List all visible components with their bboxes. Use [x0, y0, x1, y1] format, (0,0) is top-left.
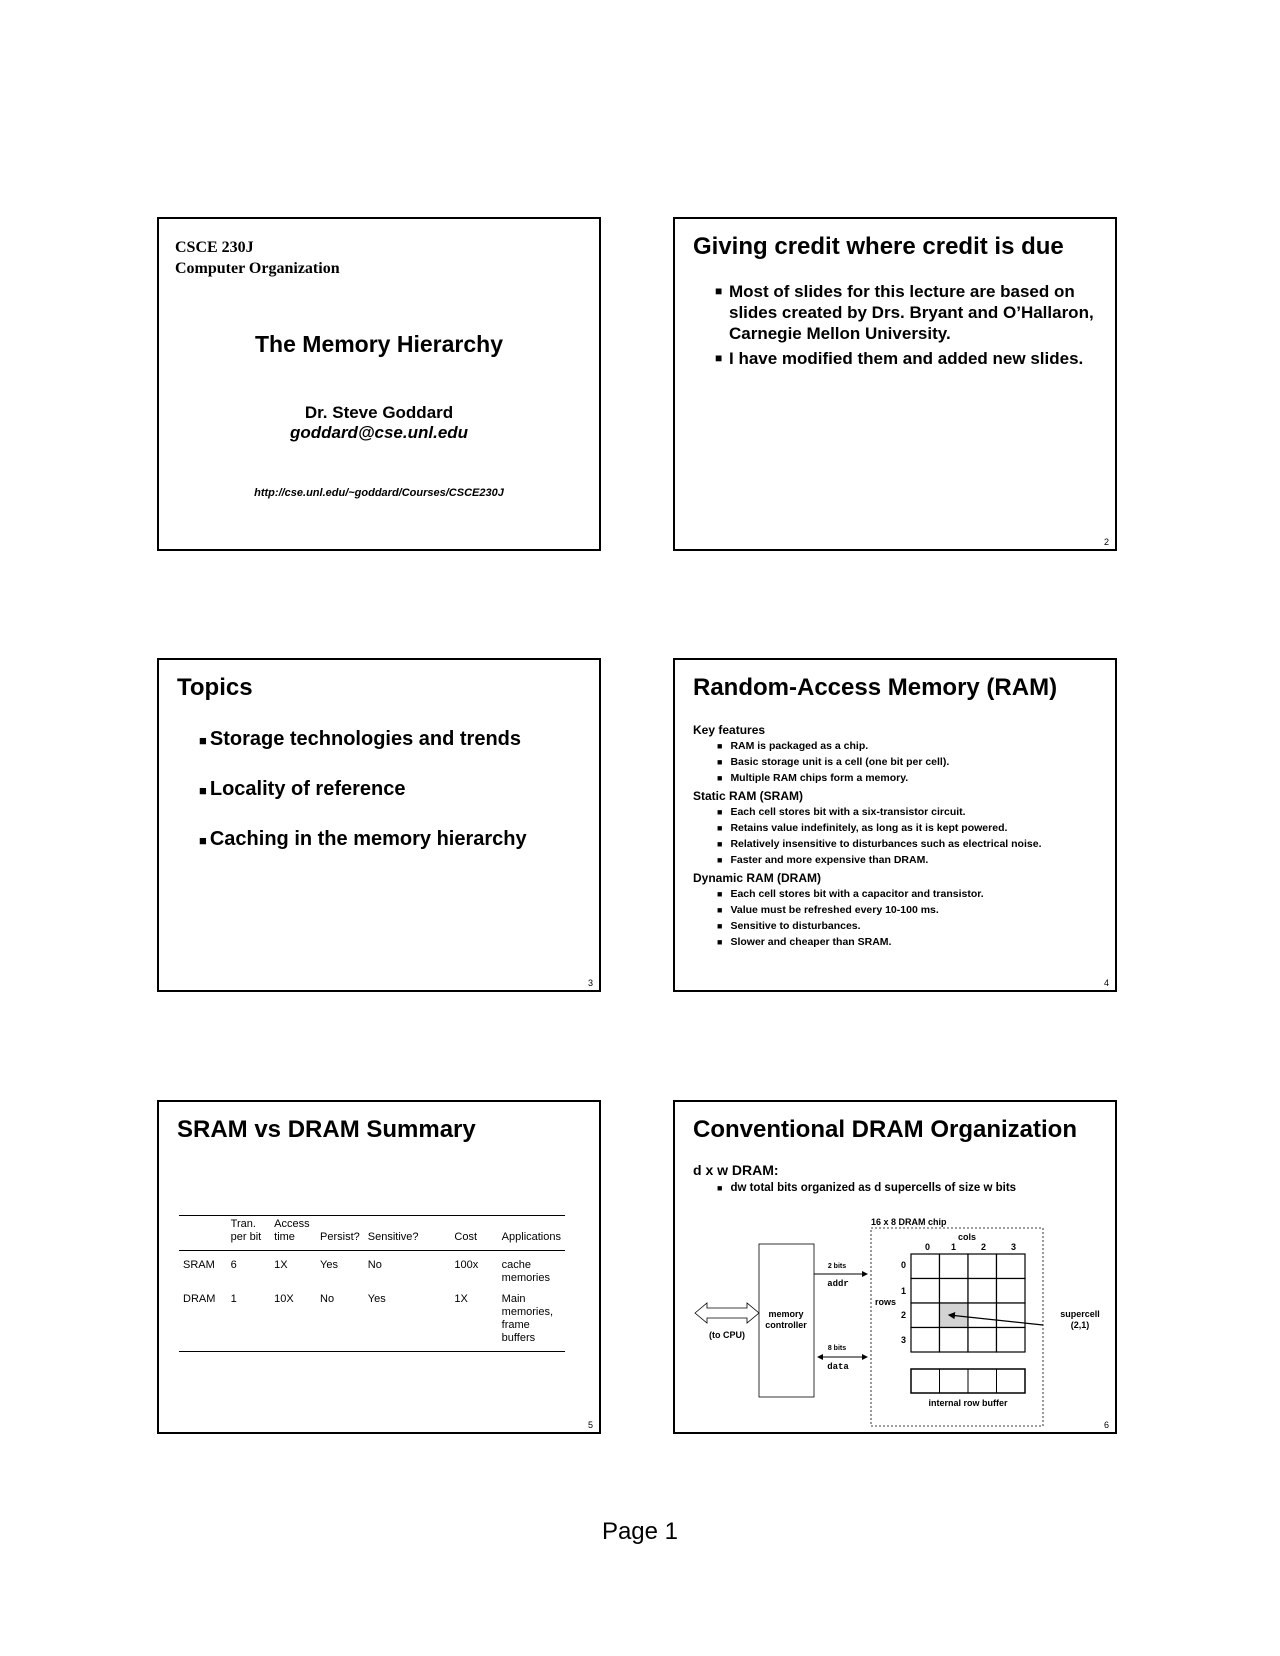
course-url: http://cse.unl.edu/~goddard/Courses/CSCE230J: [254, 487, 504, 499]
list-item: [693, 804, 1108, 820]
square-bullet-icon: ■: [717, 905, 723, 915]
col-index: 3: [1011, 1242, 1017, 1252]
list-item: [693, 852, 1108, 868]
square-bullet-icon: ■: [717, 937, 723, 947]
slide-title: SRAM vs DRAM Summary: [177, 1116, 476, 1143]
square-bullet-icon: ■: [717, 1183, 723, 1193]
cpu-label: (to CPU): [709, 1330, 745, 1340]
list-item: [715, 348, 1105, 369]
square-bullet-icon: ■: [717, 741, 723, 751]
slide-3: [157, 658, 601, 992]
bullet-list: [199, 728, 527, 878]
table-cell: cache memories: [501, 1259, 550, 1284]
bullet-text: Relatively insensitive to disturbances such as electrical noise.: [730, 838, 1042, 850]
dram-cell: [968, 1328, 997, 1353]
row-index: 0: [901, 1260, 907, 1270]
cell-grid: [911, 1254, 1025, 1352]
slide-2: [673, 217, 1117, 551]
course-name: Computer Organization: [175, 260, 340, 277]
slide-number: 6: [1103, 1420, 1109, 1430]
dram-cell: [968, 1254, 997, 1279]
table-header-row: [179, 1216, 565, 1251]
slide-5: [157, 1100, 601, 1434]
square-bullet-icon: ■: [717, 757, 723, 767]
row-index: 2: [901, 1310, 907, 1320]
supercell-label: supercell: [1060, 1309, 1100, 1319]
cols-label: cols: [957, 1232, 977, 1242]
data-bits: 8 bits: [827, 1345, 847, 1352]
list-item: [693, 738, 1108, 754]
slide-4: [673, 658, 1117, 992]
dram-cell: [997, 1303, 1026, 1328]
chip-label: 16 x 8 DRAM chip: [871, 1217, 947, 1227]
slide-title: Conventional DRAM Organization: [693, 1116, 1077, 1143]
slide-title: Random-Access Memory (RAM): [693, 674, 1058, 701]
bullet-text: Basic storage unit is a cell (one bit per cell).: [730, 756, 950, 768]
slide-number: 5: [587, 1420, 593, 1430]
slide-number: 2: [1103, 537, 1109, 547]
slide-title: Topics: [177, 674, 253, 701]
table-cell: No: [320, 1293, 335, 1305]
bullet-text: dw total bits organized as d supercells of size w bits: [730, 1182, 1017, 1194]
row-buffer-label: internal row buffer: [928, 1398, 1008, 1408]
list-item: [715, 281, 1105, 344]
section-heading: Static RAM (SRAM): [693, 789, 803, 803]
square-bullet-icon: ■: [717, 889, 723, 899]
author-email: goddard@cse.unl.edu: [289, 423, 469, 442]
slide-title: The Memory Hierarchy: [255, 331, 503, 357]
list-item: [693, 934, 1108, 950]
table-cell: SRAM: [183, 1259, 215, 1271]
bullet-text: Multiple RAM chips form a memory.: [730, 772, 909, 784]
controller-label: controller: [765, 1320, 807, 1330]
list-item: [693, 902, 1108, 918]
list-item: [199, 728, 527, 778]
dram-cell: [940, 1279, 969, 1304]
dram-cell: [911, 1303, 940, 1328]
table-cell: No: [367, 1259, 382, 1271]
author-name: Dr. Steve Goddard: [304, 403, 454, 422]
list-item: [693, 836, 1108, 852]
bullet-list: [715, 281, 1105, 373]
bullet-text: Retains value indefinitely, as long as it is kept powered.: [730, 822, 1008, 834]
list-item: [693, 886, 1108, 902]
table-row: [179, 1289, 565, 1352]
table-cell: 6: [230, 1259, 237, 1271]
table-cell: 10X: [274, 1293, 294, 1305]
header-cell: Access time: [274, 1218, 310, 1243]
table-cell: DRAM: [183, 1293, 216, 1305]
page-label: Page 1: [601, 1518, 679, 1545]
col-index: 1: [951, 1242, 957, 1252]
square-bullet-icon: ■: [717, 921, 723, 931]
header-cell: [179, 1216, 227, 1251]
bullet-text: Caching in the memory hierarchy: [209, 828, 527, 850]
bullet-text: Each cell stores bit with a capacitor and transistor.: [730, 888, 984, 900]
row-index: 3: [901, 1335, 907, 1345]
header-cell: Tran. per bit: [230, 1218, 262, 1243]
square-bullet-icon: ■: [717, 807, 723, 817]
square-bullet-icon: ■: [717, 823, 723, 833]
square-bullet-icon: ■: [715, 351, 723, 365]
bullet-text: Storage technologies and trends: [209, 728, 522, 750]
square-bullet-icon: ■: [717, 839, 723, 849]
header-cell: Cost: [454, 1231, 478, 1243]
addr-label: addr: [827, 1279, 849, 1289]
dram-cell: [940, 1328, 969, 1353]
list-item: [693, 770, 1108, 786]
header-cell: Sensitive?: [367, 1231, 419, 1243]
table-row: [179, 1251, 565, 1290]
table-cell: Main memories, frame buffers: [501, 1293, 554, 1344]
dram-cell: [911, 1254, 940, 1279]
slide-1: [157, 217, 601, 551]
bullet-text: I have modified them and added new slides.: [729, 349, 1084, 368]
slide-title: Giving credit where credit is due: [693, 233, 1064, 260]
dram-diagram: [675, 1102, 1115, 1432]
square-bullet-icon: ■: [199, 783, 207, 798]
table-cell: Yes: [320, 1259, 338, 1271]
dram-cell: [997, 1279, 1026, 1304]
addr-bits: 2 bits: [827, 1263, 847, 1270]
bullet-text: RAM is packaged as a chip.: [730, 740, 869, 752]
row-index: 1: [901, 1286, 907, 1296]
list-item: [693, 754, 1108, 770]
list-item: [199, 778, 527, 828]
cpu-double-arrow-icon: [695, 1303, 759, 1323]
section-heading: Key features: [693, 723, 766, 737]
dram-cell: [997, 1328, 1026, 1353]
supercell-label: (2,1): [1070, 1320, 1090, 1330]
table-cell: 1: [230, 1293, 237, 1305]
dram-cell: [911, 1328, 940, 1353]
dram-cell: [968, 1279, 997, 1304]
dram-cell: [940, 1254, 969, 1279]
comparison-table: [179, 1215, 565, 1352]
bullet-text: Each cell stores bit with a six-transistor circuit.: [730, 806, 966, 818]
col-index: 2: [981, 1242, 987, 1252]
bullet-text: Faster and more expensive than DRAM.: [730, 854, 929, 866]
bullet-text: Most of slides for this lecture are based on slides created by Drs. Bryant and O’Hallaron, Carnegie Mellon University.: [729, 282, 1094, 343]
table-cell: Yes: [367, 1293, 386, 1305]
course-code: CSCE 230J: [175, 239, 254, 256]
data-label: data: [827, 1362, 849, 1372]
square-bullet-icon: ■: [199, 733, 207, 748]
dram-cell: [911, 1279, 940, 1304]
section-heading: Dynamic RAM (DRAM): [693, 871, 822, 885]
list-item: [693, 820, 1108, 836]
col-index: 0: [925, 1242, 931, 1252]
bullet-text: Value must be refreshed every 10-100 ms.: [730, 904, 939, 916]
slide-number: 4: [1103, 978, 1109, 988]
list-item: [693, 918, 1108, 934]
bullet-text: Slower and cheaper than SRAM.: [730, 936, 892, 948]
square-bullet-icon: ■: [715, 284, 723, 298]
dram-cell: [968, 1303, 997, 1328]
square-bullet-icon: ■: [199, 833, 207, 848]
table-cell: 1X: [454, 1293, 468, 1305]
square-bullet-icon: ■: [717, 773, 723, 783]
header-cell: Persist?: [320, 1231, 360, 1243]
controller-label: memory: [768, 1309, 804, 1319]
slide-subtitle: d x w DRAM:: [693, 1162, 779, 1178]
course-header: [175, 237, 340, 279]
rows-label: rows: [875, 1297, 897, 1307]
slide-6: [673, 1100, 1117, 1434]
slide-number: 3: [587, 978, 593, 988]
square-bullet-icon: ■: [717, 855, 723, 865]
list-item: [199, 828, 527, 878]
feature-list: [693, 720, 1108, 950]
header-cell: Applications: [501, 1231, 561, 1243]
table-cell: 1X: [274, 1259, 288, 1271]
bullet-text: Sensitive to disturbances.: [730, 920, 861, 932]
dram-cell: [997, 1254, 1026, 1279]
bullet-text: Locality of reference: [209, 778, 406, 800]
table-cell: 100x: [454, 1259, 479, 1271]
